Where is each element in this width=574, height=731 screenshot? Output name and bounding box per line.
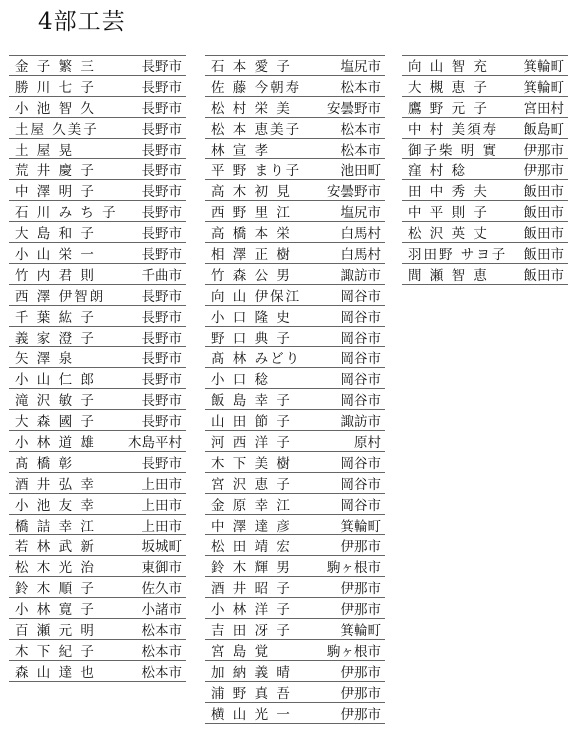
list-item xyxy=(402,159,568,180)
municipality: 長野市 xyxy=(141,59,182,76)
person-name: 小 口 稔 xyxy=(211,372,271,389)
person-name: 大 島 和 子 xyxy=(15,226,96,243)
list-item xyxy=(205,368,385,389)
list-item xyxy=(205,619,385,640)
municipality: 長野市 xyxy=(141,309,182,326)
municipality: 飯田市 xyxy=(523,205,564,222)
list-item xyxy=(9,368,186,389)
list-item xyxy=(9,76,186,97)
municipality: 長野市 xyxy=(141,100,182,117)
list-item xyxy=(402,243,568,264)
municipality: 千曲市 xyxy=(141,267,182,284)
list-item xyxy=(205,452,385,473)
person-name: 小 池 友 幸 xyxy=(15,497,96,514)
person-name: 酒 井 昭 子 xyxy=(211,581,292,598)
person-name: 小 林 道 雄 xyxy=(15,434,96,451)
person-name: 百 瀬 元 明 xyxy=(15,623,96,639)
list-item xyxy=(9,97,186,118)
municipality: 松本市 xyxy=(141,623,182,639)
municipality: 伊那市 xyxy=(340,602,381,619)
municipality: 松本市 xyxy=(141,643,182,660)
person-name: 金 子 繁 三 xyxy=(15,59,96,76)
person-name: 吉 田 冴 子 xyxy=(211,623,292,639)
municipality: 岡谷市 xyxy=(340,351,381,368)
list-item xyxy=(205,180,385,201)
list-item xyxy=(9,431,186,452)
list-item xyxy=(9,556,186,577)
person-name: 羽田野 サヨ子 xyxy=(408,246,508,263)
list-item xyxy=(205,76,385,97)
person-name: 髙 橋 彰 xyxy=(15,455,75,472)
person-name: 林 宣 孝 xyxy=(211,142,271,159)
list-item xyxy=(205,431,385,452)
municipality: 岡谷市 xyxy=(340,372,381,389)
municipality: 岡谷市 xyxy=(340,309,381,326)
municipality: 伊那市 xyxy=(340,706,381,723)
list-item xyxy=(9,661,186,682)
name-list-column-3 xyxy=(402,55,568,285)
municipality: 松本市 xyxy=(340,79,381,96)
person-name: 中 澤 明 子 xyxy=(15,184,96,201)
list-item xyxy=(402,201,568,222)
list-item xyxy=(205,494,385,515)
person-name: 滝 沢 敏 子 xyxy=(15,393,96,410)
list-item xyxy=(402,139,568,160)
name-list-column-1 xyxy=(9,55,186,682)
municipality: 池田町 xyxy=(340,163,381,180)
name-list-column-2 xyxy=(205,55,385,724)
list-item xyxy=(205,535,385,556)
person-name: 加 納 義 晴 xyxy=(211,664,292,681)
person-name: 高 木 初 見 xyxy=(211,184,292,201)
list-item xyxy=(9,347,186,368)
municipality: 坂城町 xyxy=(141,539,182,556)
municipality: 岡谷市 xyxy=(340,455,381,472)
list-item xyxy=(205,201,385,222)
person-name: 横 山 光 一 xyxy=(211,706,292,723)
person-name: 西 野 里 江 xyxy=(211,205,292,222)
municipality: 伊那市 xyxy=(523,163,564,180)
person-name: 鈴 木 輝 男 xyxy=(211,560,292,577)
municipality: 長野市 xyxy=(141,351,182,368)
person-name: 宮 沢 恵 子 xyxy=(211,476,292,493)
list-item xyxy=(9,640,186,661)
list-item xyxy=(9,327,186,348)
person-name: 田 中 秀 夫 xyxy=(408,184,489,201)
list-item xyxy=(205,97,385,118)
person-name: 松 田 靖 宏 xyxy=(211,539,292,556)
person-name: 若 林 武 新 xyxy=(15,539,96,556)
municipality: 長野市 xyxy=(141,163,182,180)
list-item xyxy=(205,55,385,76)
person-name: 窪 村 稔 xyxy=(408,163,468,180)
list-item xyxy=(9,452,186,473)
municipality: 木島平村 xyxy=(128,434,182,451)
person-name: 小 山 仁 郎 xyxy=(15,372,96,389)
person-name: 荒 井 慶 子 xyxy=(15,163,96,180)
municipality: 安曇野市 xyxy=(327,184,381,201)
list-item xyxy=(205,159,385,180)
person-name: 御子柴 明 實 xyxy=(408,142,499,159)
list-item xyxy=(402,97,568,118)
list-item xyxy=(9,243,186,264)
list-item xyxy=(205,139,385,160)
person-name: 竹 内 君 則 xyxy=(15,267,96,284)
list-item xyxy=(205,682,385,703)
municipality: 岡谷市 xyxy=(340,393,381,410)
municipality: 上田市 xyxy=(141,476,182,493)
person-name: 土屋 久美子 xyxy=(15,121,99,138)
municipality: 箕輪町 xyxy=(523,79,564,96)
list-item xyxy=(9,159,186,180)
municipality: 箕輪町 xyxy=(523,59,564,76)
list-item xyxy=(205,264,385,285)
list-item xyxy=(205,222,385,243)
person-name: 松 本 恵美子 xyxy=(211,121,302,138)
list-item xyxy=(205,598,385,619)
list-item xyxy=(9,577,186,598)
municipality: 長野市 xyxy=(141,414,182,431)
person-name: 鷹 野 元 子 xyxy=(408,100,489,117)
municipality: 佐久市 xyxy=(141,581,182,598)
list-item xyxy=(205,640,385,661)
person-name: 佐 藤 今朝寿 xyxy=(211,79,302,96)
municipality: 原村 xyxy=(354,434,381,451)
list-item xyxy=(402,55,568,76)
person-name: 宮 島 覚 xyxy=(211,643,271,660)
municipality: 長野市 xyxy=(141,246,182,263)
municipality: 飯田市 xyxy=(523,226,564,243)
person-name: 酒 井 弘 幸 xyxy=(15,476,96,493)
municipality: 諏訪市 xyxy=(340,414,381,431)
municipality: 小諸市 xyxy=(141,602,182,619)
municipality: 塩尻市 xyxy=(340,205,381,222)
person-name: 小 林 寛 子 xyxy=(15,602,96,619)
municipality: 箕輪町 xyxy=(340,518,381,535)
municipality: 伊那市 xyxy=(340,685,381,702)
person-name: 土 屋 晃 xyxy=(15,142,75,159)
municipality: 長野市 xyxy=(141,288,182,305)
person-name: 向 山 智 充 xyxy=(408,59,489,76)
municipality: 宮田村 xyxy=(523,100,564,117)
list-item xyxy=(205,703,385,724)
municipality: 長野市 xyxy=(141,455,182,472)
person-name: 松 木 光 治 xyxy=(15,560,96,577)
municipality: 東御市 xyxy=(141,560,182,577)
list-item xyxy=(205,285,385,306)
municipality: 長野市 xyxy=(141,142,182,159)
person-name: 山 田 節 子 xyxy=(211,414,292,431)
person-name: 中 村 美須寿 xyxy=(408,121,499,138)
municipality: 上田市 xyxy=(141,518,182,535)
list-item xyxy=(9,535,186,556)
municipality: 伊那市 xyxy=(340,539,381,556)
list-item xyxy=(9,55,186,76)
municipality: 長野市 xyxy=(141,121,182,138)
municipality: 白馬村 xyxy=(340,246,381,263)
municipality: 安曇野市 xyxy=(327,100,381,117)
person-name: 小 池 智 久 xyxy=(15,100,96,117)
municipality: 岡谷市 xyxy=(340,288,381,305)
person-name: 鈴 木 順 子 xyxy=(15,581,96,598)
list-item xyxy=(205,473,385,494)
municipality: 長野市 xyxy=(141,79,182,96)
municipality: 塩尻市 xyxy=(340,59,381,76)
person-name: 小 林 洋 子 xyxy=(211,602,292,619)
municipality: 長野市 xyxy=(141,393,182,410)
list-item xyxy=(205,118,385,139)
person-name: 勝 川 七 子 xyxy=(15,79,96,96)
list-item xyxy=(9,285,186,306)
person-name: 竹 森 公 男 xyxy=(211,267,292,284)
municipality: 白馬村 xyxy=(340,226,381,243)
list-item xyxy=(205,306,385,327)
person-name: 中 澤 達 彦 xyxy=(211,518,292,535)
list-item xyxy=(9,598,186,619)
person-name: 向 山 伊保江 xyxy=(211,288,302,305)
list-item xyxy=(402,264,568,285)
person-name: 野 口 典 子 xyxy=(211,330,292,347)
municipality: 伊那市 xyxy=(340,581,381,598)
person-name: 間 瀬 智 恵 xyxy=(408,267,489,284)
person-name: 西 澤 伊智朗 xyxy=(15,288,106,305)
list-item xyxy=(9,515,186,536)
list-item xyxy=(205,556,385,577)
list-item xyxy=(402,118,568,139)
person-name: 飯 島 幸 子 xyxy=(211,393,292,410)
municipality: 松本市 xyxy=(340,142,381,159)
municipality: 松本市 xyxy=(340,121,381,138)
municipality: 飯島町 xyxy=(523,121,564,138)
list-item xyxy=(9,494,186,515)
person-name: 相 澤 正 樹 xyxy=(211,246,292,263)
person-name: 大 槻 恵 子 xyxy=(408,79,489,96)
person-name: 高 橋 本 栄 xyxy=(211,226,292,243)
list-item xyxy=(9,473,186,494)
municipality: 駒ヶ根市 xyxy=(327,643,381,660)
municipality: 上田市 xyxy=(141,497,182,514)
person-name: 石 本 愛 子 xyxy=(211,59,292,76)
list-item xyxy=(402,76,568,97)
list-item xyxy=(9,201,186,222)
list-item xyxy=(9,306,186,327)
list-item xyxy=(9,389,186,410)
list-item xyxy=(205,410,385,431)
person-name: 松 村 栄 美 xyxy=(211,100,292,117)
person-name: 髙 林 みどり xyxy=(211,351,302,368)
person-name: 金 原 幸 江 xyxy=(211,497,292,514)
person-name: 木 下 美 樹 xyxy=(211,455,292,472)
list-item xyxy=(9,222,186,243)
municipality: 飯田市 xyxy=(523,246,564,263)
municipality: 飯田市 xyxy=(523,184,564,201)
list-item xyxy=(9,180,186,201)
person-name: 松 沢 英 丈 xyxy=(408,226,489,243)
list-item xyxy=(205,327,385,348)
municipality: 岡谷市 xyxy=(340,476,381,493)
municipality: 長野市 xyxy=(141,372,182,389)
list-item xyxy=(9,410,186,431)
person-name: 大 森 國 子 xyxy=(15,414,96,431)
person-name: 小 山 栄 一 xyxy=(15,246,96,263)
municipality: 岡谷市 xyxy=(340,330,381,347)
list-item xyxy=(205,347,385,368)
municipality: 駒ヶ根市 xyxy=(327,560,381,577)
municipality: 諏訪市 xyxy=(340,267,381,284)
person-name: 木 下 紀 子 xyxy=(15,643,96,660)
municipality: 松本市 xyxy=(141,664,182,681)
person-name: 小 口 隆 史 xyxy=(211,309,292,326)
list-item xyxy=(9,118,186,139)
list-item xyxy=(205,243,385,264)
person-name: 矢 澤 泉 xyxy=(15,351,75,368)
list-item xyxy=(205,661,385,682)
municipality: 長野市 xyxy=(141,205,182,222)
person-name: 森 山 達 也 xyxy=(15,664,96,681)
person-name: 中 平 則 子 xyxy=(408,205,489,222)
list-item xyxy=(205,515,385,536)
municipality: 長野市 xyxy=(141,330,182,347)
person-name: 石 川 み ち 子 xyxy=(15,205,118,222)
municipality: 飯田市 xyxy=(523,267,564,284)
person-name: 浦 野 真 吾 xyxy=(211,685,292,702)
person-name: 千 葉 紘 子 xyxy=(15,309,96,326)
list-item xyxy=(402,180,568,201)
person-name: 橋 詰 幸 江 xyxy=(15,518,96,535)
person-name: 河 西 洋 子 xyxy=(211,434,292,451)
municipality: 箕輪町 xyxy=(340,623,381,639)
page-title: 4部工芸 xyxy=(38,9,126,35)
municipality: 長野市 xyxy=(141,184,182,201)
list-item xyxy=(205,389,385,410)
person-name: 平 野 まり子 xyxy=(211,163,302,180)
municipality: 伊那市 xyxy=(340,664,381,681)
list-item xyxy=(205,577,385,598)
person-name: 義 家 澄 子 xyxy=(15,330,96,347)
list-item xyxy=(9,139,186,160)
list-item xyxy=(9,619,186,640)
list-item xyxy=(402,222,568,243)
municipality: 岡谷市 xyxy=(340,497,381,514)
list-item xyxy=(9,264,186,285)
municipality: 伊那市 xyxy=(523,142,564,159)
municipality: 長野市 xyxy=(141,226,182,243)
